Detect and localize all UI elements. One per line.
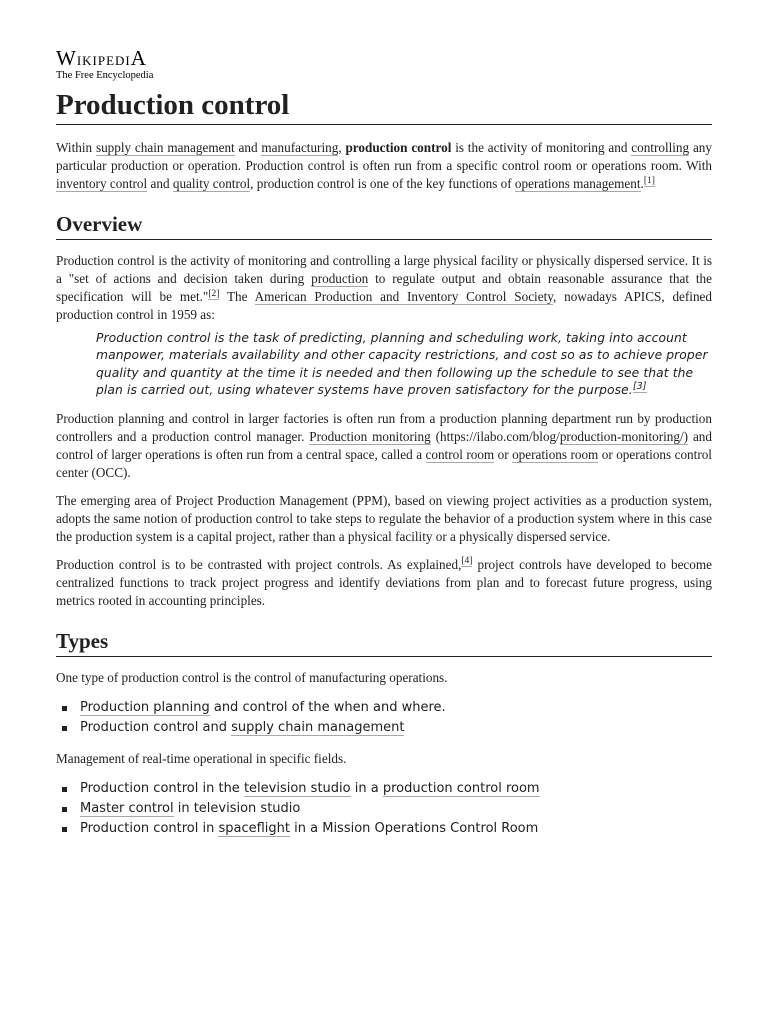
text: in television studio: [173, 800, 301, 816]
link-apics[interactable]: American Production and Inventory Control Society: [254, 289, 553, 304]
text: and: [147, 176, 173, 191]
link-production-planning[interactable]: Production planning: [80, 699, 210, 715]
link-production-control-room[interactable]: production control room: [382, 780, 540, 796]
link-operations-management[interactable]: operations management: [514, 176, 641, 191]
ref-3[interactable]: [3]: [632, 381, 647, 393]
logo-wordmark: WikipediA: [56, 46, 147, 70]
text: to regulate output and obtain reasonable assurance that the specification will be met.": [56, 271, 712, 304]
text: Within: [56, 140, 96, 155]
link-supply-chain-management-2[interactable]: supply chain management: [231, 719, 405, 735]
link-supply-chain-management[interactable]: supply chain management: [95, 140, 235, 155]
list-item: [56, 819, 712, 839]
bullet: [62, 706, 67, 711]
link-operations-room[interactable]: operations room: [512, 446, 599, 462]
heading-overview: Overview: [56, 211, 712, 240]
link-quality-control[interactable]: quality control: [172, 176, 251, 191]
text: is the activity of monitoring and: [451, 140, 632, 155]
text: Production control is to be contrasted with project controls. As explained,: [56, 556, 462, 572]
text: Production control and: [80, 719, 232, 735]
link-inventory-control[interactable]: inventory control: [56, 176, 148, 191]
bullet: [62, 787, 67, 792]
text: any particular production or operation. Production control is often run from a specific control room or operations room. With: [56, 140, 712, 173]
types-paragraph-1: One type of production control is the control of manufacturing operations.: [56, 669, 448, 685]
heading-types: Types: [56, 628, 712, 657]
text: Production control is the activity of monitoring and controlling a large physical facility or physically dispersed service. It is a "set of actions and decision taken during: [56, 253, 712, 286]
logo-wordmark-rest: ikipedi: [76, 49, 131, 70]
text: (https://ilabo.com/blog/: [430, 428, 560, 444]
link-control-room[interactable]: control room: [425, 446, 495, 462]
list-item: [56, 799, 712, 819]
text: The: [219, 289, 255, 304]
text: or operations control center (OCC).: [56, 446, 712, 480]
bold-term: production control: [345, 140, 452, 155]
text: Production control in: [80, 820, 219, 836]
ref-4[interactable]: [4]: [461, 556, 473, 567]
list-item: [56, 779, 712, 799]
apics-quote: [56, 330, 712, 400]
page-title: Production control: [56, 88, 712, 125]
types-paragraph-2: Management of real-time operational in specific fields.: [56, 750, 347, 766]
text: and: [234, 140, 262, 155]
text: in a: [350, 780, 383, 796]
logo-tagline: The Free Encyclopedia: [56, 70, 154, 81]
text: project controls have developed to become centralized functions to track project progress and identify deviations from plan and to forecast future progress, using metrics rooted in accounting principles.: [56, 556, 712, 608]
link-manufacturing[interactable]: manufacturing: [261, 140, 339, 155]
text: , nowadays APICS, defined production control in 1959 as:: [56, 289, 713, 322]
overview-paragraph-4: [56, 556, 712, 610]
overview-paragraph-3: The emerging area of Project Production Management (PPM), based on viewing project activities as a production system, adopts the same notion of production control to take steps to regulate the behavior of a production system where in this case the production system is a capital project, rather than a physical facility or a physically dispersed service.: [56, 492, 712, 544]
text: and control of larger operations is often run from a central space, called a: [56, 428, 712, 462]
quote-text: Production control is the task of predicting, planning and scheduling work, taking into account manpower, materials availability and other capacity restrictions, and cost so as to achieve proper quality and quantity at the time it is needed and then following up the schedule to see that the plan is carried out, using whatever systems have proven satisfactory for the purpose.: [96, 331, 708, 398]
link-controlling[interactable]: controlling: [631, 140, 690, 155]
text: .: [640, 176, 644, 191]
text: Production control in the: [80, 780, 244, 796]
wikipedia-logo[interactable]: [56, 48, 712, 88]
text: , production control is one of the key functions of: [250, 176, 515, 191]
intro-paragraph: [56, 139, 712, 193]
types-list-2: [56, 779, 712, 839]
overview-paragraph-2: [56, 410, 712, 482]
overview-paragraph-1: [56, 252, 712, 324]
link-spaceflight[interactable]: spaceflight: [218, 820, 291, 836]
link-master-control[interactable]: Master control: [80, 800, 174, 816]
text: or: [494, 446, 513, 462]
text: Production planning and control in larger factories is often run from a production planning department run by production controllers and a production control manager.: [56, 410, 712, 444]
link-production-monitoring[interactable]: Production monitoring: [309, 428, 431, 444]
types-list-1: [56, 698, 712, 738]
bullet: [62, 726, 67, 731]
list-item: [56, 698, 712, 718]
text: in a Mission Operations Control Room: [290, 820, 539, 836]
link-production[interactable]: production: [311, 271, 369, 286]
text: and control of the when and where.: [209, 699, 446, 715]
article: [56, 48, 712, 839]
text: ,: [338, 140, 346, 155]
link-production-monitoring-url[interactable]: production-monitoring/): [559, 428, 689, 444]
list-item: [56, 718, 712, 738]
ref-2[interactable]: [2]: [208, 288, 220, 299]
bullet: [62, 807, 67, 812]
bullet: [62, 827, 67, 832]
link-television-studio[interactable]: television studio: [243, 780, 351, 796]
ref-1[interactable]: [1]: [643, 175, 655, 186]
